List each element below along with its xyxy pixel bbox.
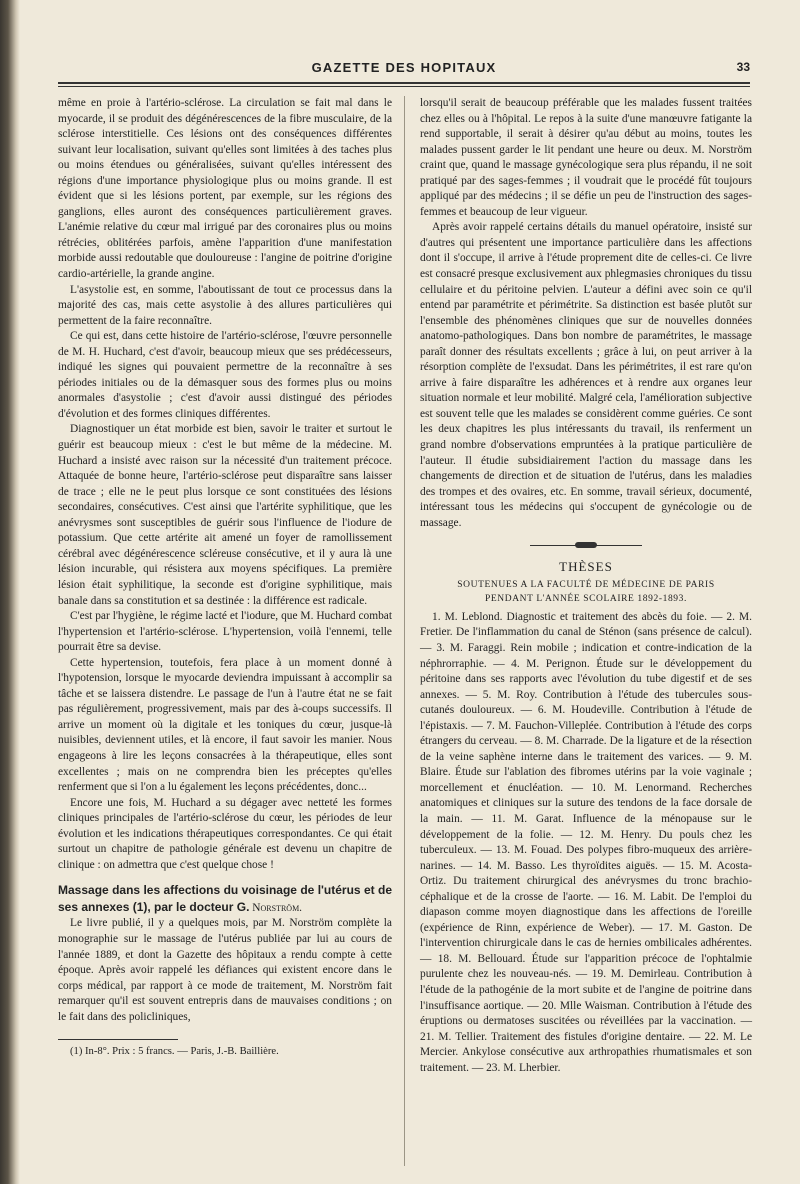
paragraph: Cette hypertension, toutefois, fera place à un moment donné à l'hypotension, lorsque le myocarde deviendra impuissant à accomplir sa tâche et se laissera distendre. Le passage de l'un à l'autre état ne se fait pas régulièrement, progressivement, mais par des à-coups successifs. Il arrive un moment où la digitale et les toniques du cœur, jusque-là nuisibles, deviennent utiles, et là encore, il faut savoir les manier. Nous engageons à lire les leçons consacrées à la thérapeutique, elles sont excellentes ; mais on ne comprendra bien les préceptes qu'elles renferment que si l'on a lu également les leçons précédentes, donc...: [58, 656, 392, 794]
paragraph: Encore une fois, M. Huchard a su dégager avec netteté les formes cliniques principales de l'artério-sclérose du cœur, les périodes de leur évolution et les indications thérapeutiques correspondantes. Ce qui était surtout un chapitre de pathologie générale est devenu un chapitre de clinique : on admettra que c'est quelque chose !: [58, 796, 392, 871]
header-rule-thin: [58, 86, 750, 87]
theses-subtitle-year: PENDANT L'ANNÉE SCOLAIRE 1892-1893.: [485, 593, 687, 604]
page-header: [58, 60, 750, 80]
review-title: Massage dans les affections du voisinage de l'utérus et de ses annexes (1), par le docteur G.: [58, 883, 392, 914]
page-number: 33: [736, 60, 750, 74]
book-binding-edge: [0, 0, 20, 1184]
footnote-rule: [58, 1039, 178, 1040]
review-heading: [58, 883, 392, 916]
section-ornament: [420, 541, 752, 549]
review-author: Norström.: [252, 901, 303, 914]
header-rule: [58, 82, 750, 84]
paragraph: lorsqu'il serait de beaucoup préférable que les malades fussent traitées chez elles ou à l'hôpital. Le repos à la suite d'une manœuvre fatigante la rend supportable, il serait à désirer qu'au début au moins, toutes les malades pussent garder le lit pendant une heure ou deux. M. Norström craint que, quand le massage gynécologique sera plus répandu, il ne soit pratiqué par des sages-femmes ; il voudrait que le procédé fût toujours appliqué par des médecins ; il se défie un peu de l'instruction des sages-femmes et beaucoup de leur vigueur.: [420, 97, 752, 218]
right-column: [420, 96, 752, 1076]
paragraph: Ce qui est, dans cette histoire de l'artério-sclérose, l'œuvre personnelle de M. H. Huchard, c'est d'avoir, beaucoup mieux que ses prédécesseurs, indiqué les signes qui pouvaient permettre de la reconnaître à ses périodes initiales ou de la démasquer sous des formes plus ou moins anormales d'asystolie ; c'est d'avoir aussi distingué des périodes d'évolution et des formes cliniques différentes.: [58, 330, 392, 420]
journal-title: GAZETTE DES HOPITAUX: [311, 60, 497, 75]
footnote: (1) In-8°. Prix : 5 francs. — Paris, J.-B. Baillière.: [70, 1046, 279, 1058]
paragraph: même en proie à l'artério-sclérose. La circulation se fait mal dans le myocarde, il se produit des dégénérescences de la fibre musculaire, de la sclérose interstitielle. Ces lésions ont des conséquences différentes suivant leur localisation, suivant qu'elles sont limitées à des taches plus ou moins étendues ou généralisées, suivant qu'elles intéressent des régions d'une importance physiologique plus ou moins grande. Il est évident que si les lésions portent, par exemple, sur les régions des ganglions, elles auront des conséquences particulièrement graves. L'anémie relative du cœur mal irrigué par des coronaires plus ou moins rétrécies, oblitérées parfois, amène l'apparition d'une manifestation morbide aussi redoutable que douloureuse : l'angine de poitrine d'origine cardio-artérielle, la grande angine.: [58, 97, 392, 281]
paragraph: C'est par l'hygiène, le régime lacté et l'iodure, que M. Huchard combat l'hypertension et l'artério-sclérose. L'hypertension, voilà l'ennemi, telle pourrait être sa devise.: [58, 610, 392, 654]
column-divider: [404, 96, 405, 1166]
paragraph: Après avoir rappelé certains détails du manuel opératoire, insisté sur d'autres qui présentent une importance particulière dans les affections dont il s'occupe, il arrive à l'étude proprement dite de celles-ci. Ce livre est consacré presque exclusivement aux phlegmasies chroniques du tissu cellulaire et du péritoine pelvien. L'auteur a défini avec soin ce qu'il entend par paramétrite et périmétrite. Sa distinction est basée plutôt sur l'ensemble des phénomènes cliniques que sur de nouvelles données anatomo-pathologiques. Dans bon nombre de paramétrites, le massage paraît donner des résultats excellents ; grâce à lui, on peut arriver à la résorption complète de l'exsudat. Dans les périmétrites, il est rare qu'on arrive à faire disparaître les adhérences et à rendre aux organes leur situation normale et leur mobilité. Malgré cela, l'amélioration subjective est souvent telle que les malades se considèrent comme guéries. Ce sont les deux chapitres les plus intéressants du travail, ils renferment un grand nombre d'observations empruntées à la pratique particulière de l'auteur. Il étudie subsidiairement l'action du massage dans les changements de direction et de situation de l'utérus, dans les maladies des trompes et des ovaires, etc. En somme, travail sérieux, documenté, intéressant tous les médecins qui s'occupent de gynécologie ou de massage.: [420, 221, 752, 529]
theses-title: THÈSES: [559, 559, 613, 575]
theses-list: 1. M. Leblond. Diagnostic et traitement des abcès du foie. — 2. M. Fretier. De l'inflammation du canal de Sténon (sans présence de calcul). — 3. M. Faraggi. Rein mobile ; indication et contre-indication de la néphrorraphie. — 4. M. Perignon. Étude sur le développement du péritoine dans ses rapports avec l'évolution du tube digestif et de ses annexes. — 5. M. Roy. Contribution à l'étude des tubercules sous-cutanés douloureux. — 6. M. Houdeville. Contribution à l'étude de l'épistaxis. — 7. M. Fauchon-Villeplée. Contribution à l'étude des corps étrangers du cerveau. — 8. M. Charrade. De la ligature et de la résection de la veine saphène interne dans le traitement des varices. — 9. M. Blaire. Étude sur l'ablation des fibromes utérins par la voie vaginale ; morcellement et énucléation. — 10. M. Lenormand. Recherches anatomiques et cliniques sur la suture des tendons de la face dorsale de la main. — 11. M. Garat. Influence de la ménopause sur le développement de la folie. — 12. M. Henry. Du pouls chez les tuberculeux. — 13. M. Fouad. Des polypes fibro-muqueux des arrière-narines. — 14. M. Basso. Les thyroïdites aiguës. — 15. M. Acosta-Ortiz. Du traitement chirurgical des anévrysmes du tronc brachio-céphalique et de la crosse de l'aorte. — 16. M. Labit. De l'emploi du diapason comme moyen diagnostique dans les affections de l'oreille (expérience de Rinn, expérience de Weber). — 17. M. Gaston. De l'intervention chirurgicale dans le cas de hernies ombilicales adhérentes. — 18. M. Bellouard. Étude sur l'apparition précoce de l'ophtalmie purulente chez les nouveau-nés. — 19. M. Demirleau. Contribution à l'étude de la pathogénie de la mort subite et de l'angine de poitrine dans l'insuffisance aortique. — 20. Mlle Waisman. Contribution à l'étude des éruptions ou dermatoses suscitées ou réveillées par la vaccination. — 21. M. Tellier. Traitement des fistules d'origine dentaire. — 22. M. Le Mercier. Ankylose consécutive aux arthropathies rhumatismales et son traitement. — 23. M. Lherbier.: [420, 610, 752, 1074]
paragraph: Diagnostiquer un état morbide est bien, savoir le traiter et surtout le guérir est beaucoup mieux : c'est le but même de la médecine. M. Huchard a insisté avec raison sur la nécessité d'un traitement précoce. Attaquée de bonne heure, l'artério-sclérose peut disparaître sans laisser de trace ; elle ne le peut plus lorsque ce sont constituées des lésions secondaires, consécutives. C'est ainsi que l'artérite syphilitique, que les anévrysmes sont susceptibles de guérir sous l'influence de l'iodure de potassium. Que cette artérite ait amené un foyer de ramollissement cérébral avec dégénérescence scléreuse consécutive, et il y aura là une lésion incurable, qui résistera aux moyens spécifiques. La première lésion était syphilitique, la seconde est d'origine syphilitique, mais banale dans sa constitution et sa destinée : la différence est radicale.: [58, 423, 392, 607]
paragraph: L'asystolie est, en somme, l'aboutissant de tout ce processus dans la majorité des cas, mais cette asystolie à des allures particulières qui permettent de la faire reconnaître.: [58, 283, 392, 327]
paragraph: Le livre publié, il y a quelques mois, par M. Norström complète la monographie sur le massage de l'utérus publiée par lui au cours de l'année 1889, et dont la Gazette des hôpitaux a rendu compte à cette époque. Après avoir rappelé les défiances qui existent encore dans le corps médical, par rapport à ce mode de traitement, M. Norström fait remarquer qu'il est souvent entrepris dans de mauvaises conditions ; on le fait dans des policliniques,: [58, 917, 392, 1023]
ornament-center: [575, 542, 597, 548]
left-column: [58, 96, 392, 1060]
theses-subtitle: SOUTENUES A LA FACULTÉ DE MÉDECINE DE PARIS: [457, 579, 715, 590]
